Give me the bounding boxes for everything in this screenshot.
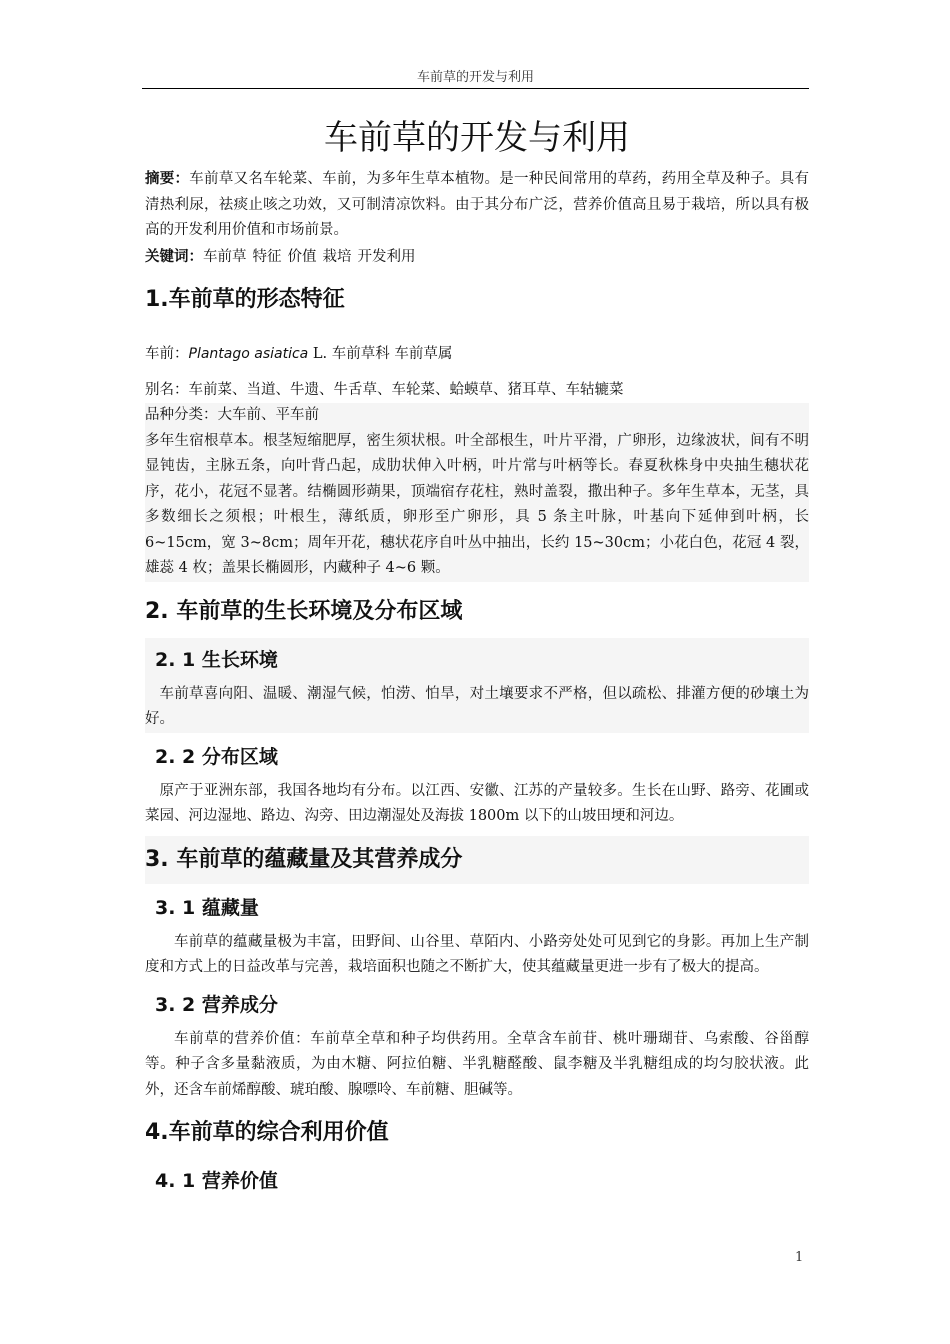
header-rule — [142, 88, 809, 89]
running-header: 车前草的开发与利用 — [416, 70, 534, 85]
keywords-label: 关键词： — [145, 247, 203, 265]
taxon-suffix: L. 车前草科 车前草属 — [308, 346, 453, 362]
section-3-heading: 3. 车前草的蕴藏量及其营养成分 — [145, 836, 809, 884]
growth-environment-text: 车前草喜向阳、温暖、潮湿气候，怕涝、怕旱，对土壤要求不严格，但以疏松、排灌方便的砂壤土为好。 — [145, 682, 809, 733]
page-number: 1 — [795, 1250, 804, 1265]
taxon-prefix: 车前： — [145, 346, 189, 362]
keyword: 价值 — [287, 248, 317, 265]
section-2-2-heading: 2. 2 分布区域 — [155, 745, 278, 768]
alias-line: 别名：车前菜、当道、牛遗、牛舌草、车轮菜、蛤蟆草、猪耳草、车轱辘菜 — [145, 381, 624, 398]
abstract — [145, 166, 809, 244]
section-3-2-heading: 3. 2 营养成分 — [155, 993, 278, 1016]
document-title: 车前草的开发与利用 — [324, 118, 630, 158]
keyword: 特征 — [252, 248, 282, 265]
reserves-text: 车前草的蕴藏量极为丰富，田野间、山谷里、草陌内、小路旁处处可见到它的身影。再加上生产制度和方式上的日益改革与完善，栽培面积也随之不断扩大，使其蕴藏量更进一步有了极大的提高。 — [145, 933, 809, 975]
keywords — [145, 244, 809, 271]
keyword: 车前草 — [203, 248, 247, 265]
section-2-heading: 2. 车前草的生长环境及分布区域 — [145, 598, 463, 624]
section-4-heading: 4.车前草的综合利用价值 — [145, 1120, 389, 1145]
taxonomy-line — [145, 342, 809, 368]
varieties-line: 品种分类：大车前、平车前 — [145, 403, 809, 429]
latin-name: Plantago asiatica — [188, 346, 309, 362]
section-2-1-heading: 2. 1 生长环境 — [145, 638, 809, 682]
distribution-text: 原产于亚洲东部，我国各地均有分布。以江西、安徽、江苏的产量较多。生长在山野、路旁、花圃或菜园、河边湿地、路边、沟旁、田边潮湿处及海拔 1800m 以下的山坡田埂和河边。 — [145, 782, 809, 824]
document-body — [145, 114, 809, 1203]
abstract-label: 摘要： — [145, 170, 190, 187]
section-1-heading: 1.车前草的形态特征 — [145, 287, 345, 312]
keyword: 栽培 — [322, 248, 352, 265]
keyword: 开发利用 — [357, 248, 416, 265]
abstract-text: 车前草又名车轮菜、车前，为多年生草本植物。是一种民间常用的草药，药用全草及种子。具有清热利尿，祛痰止咳之功效，又可制清凉饮料。由于其分布广泛，营养价值高且易于栽培，所以具有极高的开发利用价值和市场前景。 — [145, 171, 810, 238]
nutrients-text: 车前草的营养价值：车前草全草和种子均供药用。全草含车前苷、桃叶珊瑚苷、乌索酸、谷甾醇等。种子含多量黏液质，为由木糖、阿拉伯糖、半乳糖醛酸、鼠李糖及半乳糖组成的均匀胶状液。此外，还含车前烯醇酸、琥珀酸、腺嘌呤、车前糖、胆碱等。 — [145, 1030, 809, 1098]
morphology-description: 多年生宿根草本。根茎短缩肥厚，密生须状根。叶全部根生，叶片平滑，广卵形，边缘波状，间有不明显钝齿，主脉五条，向叶背凸起，成肋状伸入叶柄，叶片常与叶柄等长。春夏秋株身中央抽生穗状花序，花小，花冠不显著。结椭圆形蒴果，顶端宿存花柱，熟时盖裂，撒出种子。多年生草本，无茎，具多数细长之须根；叶根生，薄纸质，卵形至广卵形，具 5 条主叶脉，叶基向下延伸到叶柄，长 6~15cm，宽 3~8cm；周年开花，穗状花序自叶丛中抽出，长约 15~30cm；小花白色，花冠 4 裂，雄蕊 4 枚；盖果长椭圆形，内藏种子 4~6 颗。 — [145, 429, 809, 582]
section-4-1-heading: 4. 1 营养价值 — [155, 1170, 278, 1192]
section-3-1-heading: 3. 1 蕴藏量 — [155, 896, 259, 919]
